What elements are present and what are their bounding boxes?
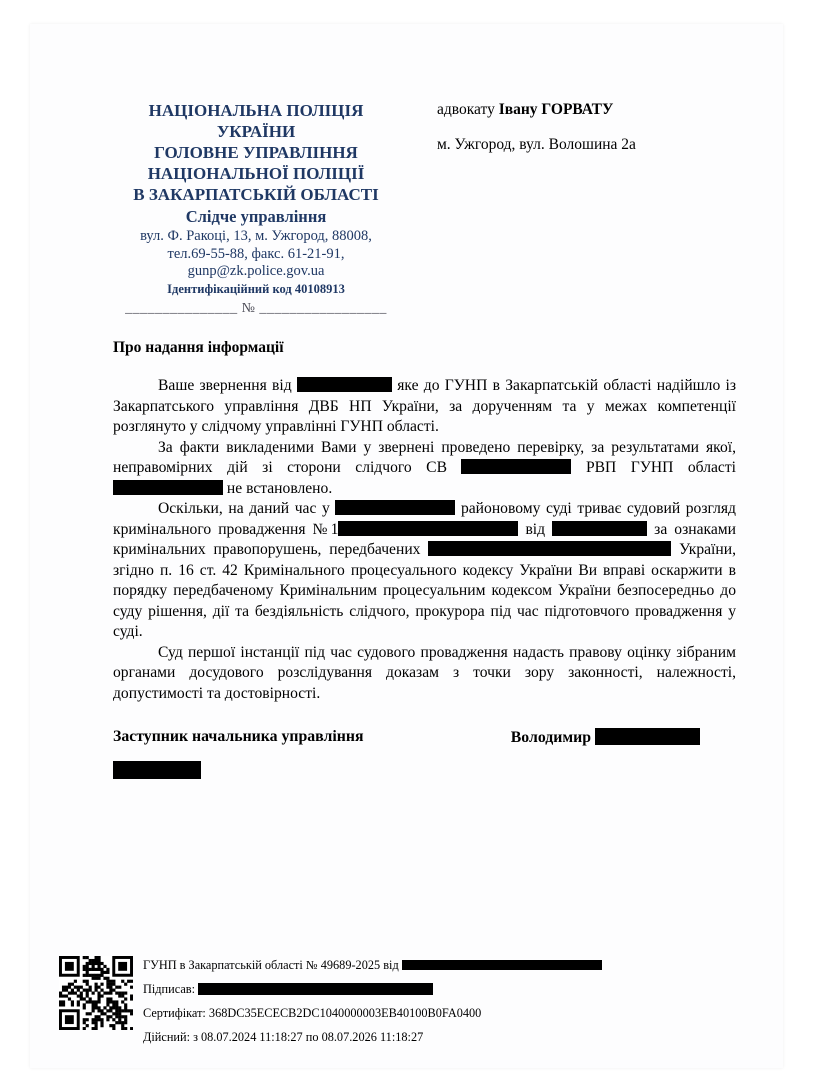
redaction-bar — [297, 377, 392, 392]
email-address: gunp@zk.police.gov.ua — [187, 263, 325, 279]
body-paragraph: Суд першої інстанції під час судового провадження надасть правову оцінку зібраним органами досудового розслідування доказам з точки зору законності, належності, допустимості та достовірності. — [113, 643, 736, 702]
redaction-box — [113, 761, 201, 779]
org-name-line: ГОЛОВНЕ УПРАВЛІННЯ — [154, 143, 358, 162]
redaction-bar — [428, 541, 671, 556]
body-paragraph: Ваше звернення від яке до ГУНП в Закарпатській області надійшло із Закарпатського управління ДВБ НП України, за дорученням та у межах компетенції розглянуто у слідчому управлінні ГУНП області. — [113, 377, 737, 435]
stamp-doc-number-line: ГУНП в Закарпатській області № 49689-2025 від — [143, 958, 602, 973]
signer-name: Володимир — [511, 728, 700, 747]
org-name-line: НАЦІОНАЛЬНОЇ ПОЛІЦІЇ — [147, 164, 365, 183]
redaction-bar — [338, 521, 518, 536]
redaction-bar — [198, 983, 433, 995]
doc-number-blank-line: _______________ № _________________ — [125, 301, 387, 316]
body-paragraph: За факти викладеними Вами у звернені проведено перевірку, за результатами якої, неправомірних дій зі сторони слідчого СВ РВП ГУНП області не встановлено. — [113, 438, 736, 497]
qr-code-icon — [59, 956, 133, 1030]
identification-code: Ідентифікаційний код 40108913 — [167, 281, 345, 296]
org-name-line: УКРАЇНИ — [216, 122, 296, 141]
org-name-line: НАЦІОНАЛЬНА ПОЛІЦІЯ — [148, 101, 364, 120]
letterhead — [108, 100, 404, 297]
recipient-name-line: адвокату Івану ГОРВАТУ — [437, 101, 614, 118]
redaction-bar — [402, 960, 602, 970]
body-paragraph: Оскільки, на даний час у районовому суді триває судовий розгляд кримінального провадження №1 від за ознаками кримінальних правопорушень, передбачених України, згідно п. 16 ст. 42 Кримінального процесуального кодексу України Ви вправі оскаржити в порядку передбаченому Кримінальним процесуальним кодексом України безпосередньо до суду рішення, дії та бездіяльність слідчого, прокурора під час підготовчого провадження у суді. — [113, 500, 736, 640]
redaction-bar — [552, 521, 647, 536]
org-name-line: В ЗАКАРПАТСЬКІЙ ОБЛАСТІ — [133, 185, 379, 204]
subject-line: Про надання інформації — [113, 339, 284, 356]
address-line: тел.69-55-88, факс. 61-21-91, — [167, 245, 345, 262]
qr-code — [59, 956, 133, 1030]
stamp-signer-line: Підписав: — [143, 982, 433, 997]
signature-row — [113, 728, 736, 747]
stamp-certificate-line: Сертифікат: 368DC35ECECB2DC1040000003EB40100B0FA0400 — [143, 1006, 482, 1020]
redaction-bar — [335, 500, 455, 515]
redaction-bar — [113, 480, 223, 495]
recipient-block — [437, 101, 636, 154]
redaction-bar — [461, 459, 571, 474]
recipient-address-line: м. Ужгород, вул. Волошина 2а — [437, 136, 636, 153]
redaction-bar — [595, 728, 700, 745]
address-line: вул. Ф. Ракоці, 13, м. Ужгород, 88008, — [140, 228, 372, 244]
signer-title: Заступник начальника управління — [113, 728, 364, 745]
stamp-validity-line: Дійсний: з 08.07.2024 11:18:27 по 08.07.2026 11:18:27 — [143, 1030, 424, 1044]
letter-body — [113, 376, 736, 704]
department-name: Слідче управління — [185, 207, 327, 226]
